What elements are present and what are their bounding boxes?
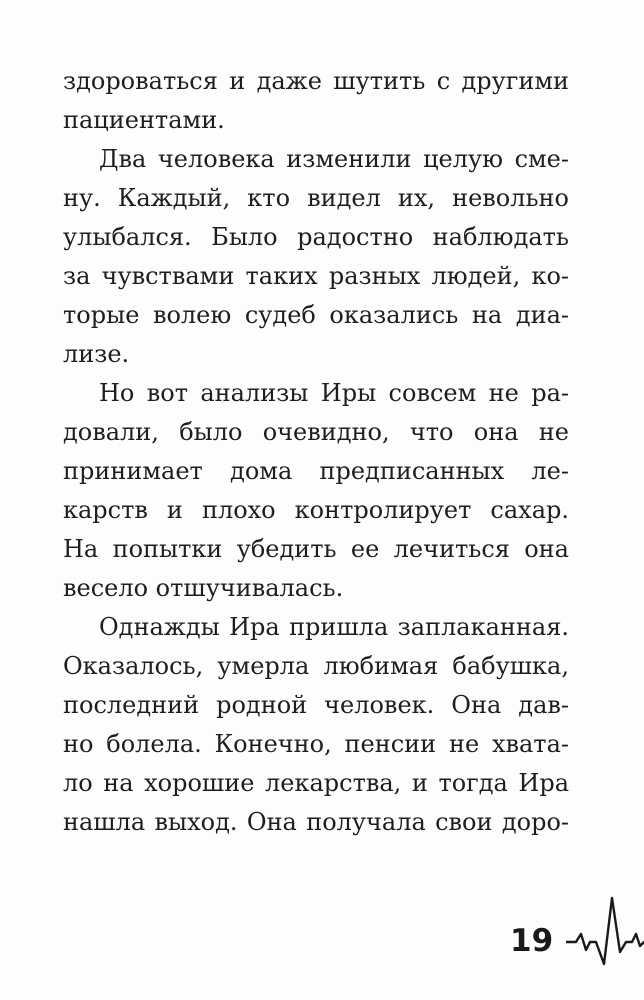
text-line: последний родной человек. Она дав-	[63, 691, 569, 719]
text-line: улыбался. Было радостно наблюдать	[63, 223, 569, 251]
text-line: Однажды Ира пришла заплаканная.	[99, 613, 569, 641]
text-line: Но вот анализы Иры совсем не ра-	[99, 379, 569, 407]
text-line: торые волею судеб оказались на диа-	[63, 301, 569, 329]
text-line: пациентами.	[63, 106, 225, 134]
text-line: довали, было очевидно, что она не	[63, 418, 569, 446]
page-footer	[0, 890, 644, 1000]
text-line: нашла выход. Она получала свои доро-	[63, 808, 569, 836]
text-line: принимает дома предписанных ле-	[63, 457, 569, 485]
text-line: карств и плохо контролирует сахар.	[63, 496, 569, 524]
text-line: лизе.	[63, 340, 130, 368]
page-number: 19	[510, 923, 554, 959]
text-line: здороваться и даже шутить с другими	[63, 67, 569, 95]
text-line: весело отшучивалась.	[63, 574, 344, 602]
body-text	[63, 62, 569, 842]
text-line: ну. Каждый, кто видел их, невольно	[63, 184, 569, 212]
text-line: ло на хорошие лекарства, и тогда Ира	[63, 769, 569, 797]
text-line: за чувствами таких разных людей, ко-	[63, 262, 569, 290]
heartbeat-line-icon	[566, 890, 644, 980]
text-line: Два человека изменили целую сме-	[99, 145, 569, 173]
text-line: но болела. Конечно, пенсии не хвата-	[63, 730, 569, 758]
text-line: Оказалось, умерла любимая бабушка,	[63, 652, 569, 680]
text-line: На попытки убедить ее лечиться она	[63, 535, 569, 563]
